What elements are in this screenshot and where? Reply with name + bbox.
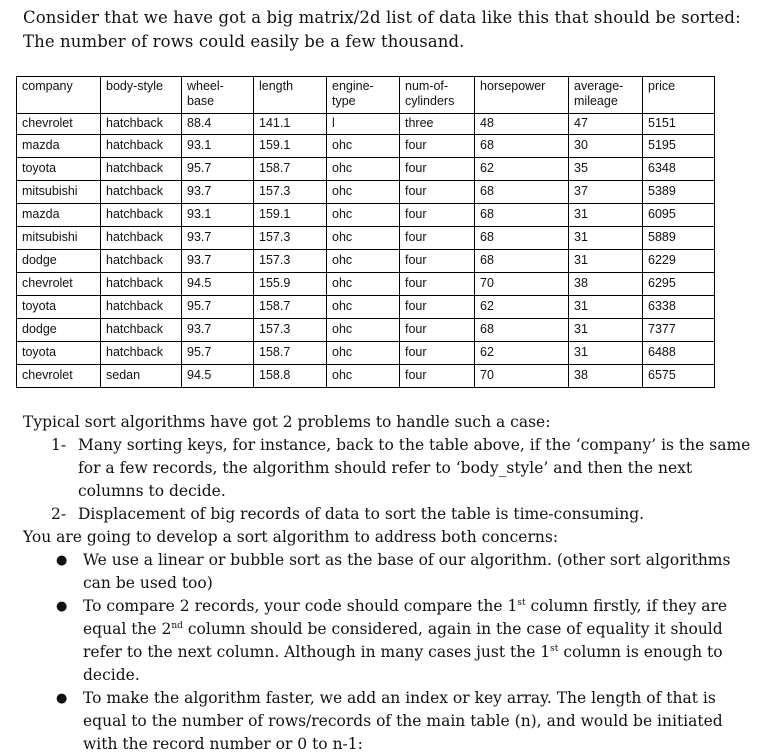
table-cell: 157.3 <box>254 181 327 204</box>
table-cell: 155.9 <box>254 273 327 296</box>
table-row <box>17 181 715 204</box>
table-cell: hatchback <box>101 250 182 273</box>
table-row <box>17 365 715 388</box>
intro-text <box>23 6 753 54</box>
table-cell: 38 <box>569 365 643 388</box>
table-cell: three <box>400 114 475 135</box>
table-cell: hatchback <box>101 227 182 250</box>
table-cell: 6229 <box>643 250 715 273</box>
table-cell: 6295 <box>643 273 715 296</box>
table-cell: ohc <box>327 273 400 296</box>
table-cell: chevrolet <box>17 365 101 388</box>
table-cell: four <box>400 365 475 388</box>
table-cell: hatchback <box>101 158 182 181</box>
bullet-item <box>23 687 753 756</box>
column-header: average-mileage <box>569 77 643 114</box>
table-cell: hatchback <box>101 204 182 227</box>
table-cell: l <box>327 114 400 135</box>
table-row <box>17 114 715 135</box>
table-cell: hatchback <box>101 319 182 342</box>
table-cell: 94.5 <box>182 365 254 388</box>
bullet-item <box>23 595 753 687</box>
table-row <box>17 250 715 273</box>
table-cell: 6488 <box>643 342 715 365</box>
column-header: price <box>643 77 715 114</box>
table-cell: chevrolet <box>17 273 101 296</box>
table-cell: dodge <box>17 319 101 342</box>
table-cell: 37 <box>569 181 643 204</box>
table-cell: toyota <box>17 296 101 319</box>
data-table <box>16 76 715 388</box>
table-cell: 70 <box>475 365 569 388</box>
column-header: horsepower <box>475 77 569 114</box>
table-cell: 159.1 <box>254 135 327 158</box>
table-cell: ohc <box>327 365 400 388</box>
table-cell: 31 <box>569 319 643 342</box>
problem-item <box>23 434 753 503</box>
table-cell: ohc <box>327 181 400 204</box>
table-cell: hatchback <box>101 135 182 158</box>
table-cell: 93.1 <box>182 135 254 158</box>
table-cell: mazda <box>17 135 101 158</box>
table-cell: four <box>400 250 475 273</box>
table-cell: 5151 <box>643 114 715 135</box>
column-header: engine-type <box>327 77 400 114</box>
bullet-item <box>23 549 753 595</box>
table-cell: 68 <box>475 227 569 250</box>
table-cell: ohc <box>327 158 400 181</box>
table-cell: 6348 <box>643 158 715 181</box>
table-cell: 30 <box>569 135 643 158</box>
bullet-text-b: column firstly, if they are equal the 2 <box>83 597 728 638</box>
table-cell: 158.7 <box>254 296 327 319</box>
table-cell: 62 <box>475 342 569 365</box>
table-cell: 5195 <box>643 135 715 158</box>
table-row <box>17 342 715 365</box>
table-cell: mitsubishi <box>17 227 101 250</box>
table-cell: four <box>400 158 475 181</box>
table-cell: 5889 <box>643 227 715 250</box>
table-cell: 47 <box>569 114 643 135</box>
table-cell: 88.4 <box>182 114 254 135</box>
table-cell: 157.3 <box>254 319 327 342</box>
bullet-text: To make the algorithm faster, we add an index or key array. The length of that is equal to the number of rows/records of the main table (n), and would be initiated with the record number or 0 to n-1: <box>83 689 723 753</box>
bullet-dot-icon: ● <box>56 553 68 568</box>
intro-line-1: Consider that we have got a big matrix/2d list of data like this that should be sorted: <box>23 8 741 27</box>
table-cell: 62 <box>475 158 569 181</box>
column-header: wheel-base <box>182 77 254 114</box>
bullet-dot-icon: ● <box>56 691 68 706</box>
table-cell: toyota <box>17 158 101 181</box>
table-row <box>17 135 715 158</box>
table-cell: 94.5 <box>182 273 254 296</box>
table-cell: hatchback <box>101 342 182 365</box>
table-cell: four <box>400 342 475 365</box>
table-cell: hatchback <box>101 296 182 319</box>
column-header: body-style <box>101 77 182 114</box>
table-cell: ohc <box>327 250 400 273</box>
table-cell: four <box>400 135 475 158</box>
table-row <box>17 296 715 319</box>
table-row <box>17 158 715 181</box>
problem-number: 2- <box>51 505 67 523</box>
table-cell: 68 <box>475 181 569 204</box>
table-cell: chevrolet <box>17 114 101 135</box>
table-cell: 31 <box>569 296 643 319</box>
table-cell: 62 <box>475 296 569 319</box>
intro-line-2: The number of rows could easily be a few thousand. <box>23 32 465 51</box>
superscript: st <box>550 643 559 654</box>
superscript: st <box>517 597 526 608</box>
body-text <box>23 411 753 756</box>
table-cell: four <box>400 227 475 250</box>
table-cell: ohc <box>327 319 400 342</box>
problem-text: Many sorting keys, for instance, back to the table above, if the ‘company’ is the same for a few records, the algorithm should refer to ‘body_style’ and then the next columns to decide. <box>78 436 751 500</box>
table-cell: 158.7 <box>254 342 327 365</box>
problem-item <box>23 503 753 526</box>
table-cell: ohc <box>327 296 400 319</box>
column-header: length <box>254 77 327 114</box>
table-cell: 141.1 <box>254 114 327 135</box>
table-cell: 38 <box>569 273 643 296</box>
table-cell: 70 <box>475 273 569 296</box>
table-cell: 5389 <box>643 181 715 204</box>
table-header-row <box>17 77 715 114</box>
table-cell: 158.7 <box>254 158 327 181</box>
superscript: nd <box>171 620 183 631</box>
problems-intro: Typical sort algorithms have got 2 problems to handle such a case: <box>23 413 551 431</box>
task-intro: You are going to develop a sort algorithm to address both concerns: <box>23 528 559 546</box>
table-cell: 158.8 <box>254 365 327 388</box>
table-cell: 95.7 <box>182 296 254 319</box>
column-header: num-of-cylinders <box>400 77 475 114</box>
table-cell: ohc <box>327 227 400 250</box>
table-cell: 6095 <box>643 204 715 227</box>
table-cell: hatchback <box>101 181 182 204</box>
table-cell: 157.3 <box>254 227 327 250</box>
table-cell: 95.7 <box>182 342 254 365</box>
table-row <box>17 227 715 250</box>
table-cell: 159.1 <box>254 204 327 227</box>
table-cell: four <box>400 273 475 296</box>
table-cell: 95.7 <box>182 158 254 181</box>
table-cell: hatchback <box>101 273 182 296</box>
table-cell: 68 <box>475 319 569 342</box>
table-cell: ohc <box>327 342 400 365</box>
table-cell: 31 <box>569 250 643 273</box>
table-cell: 68 <box>475 135 569 158</box>
problem-number: 1- <box>51 436 67 454</box>
table-cell: 31 <box>569 227 643 250</box>
table-cell: sedan <box>101 365 182 388</box>
table-body <box>17 114 715 388</box>
table-cell: 31 <box>569 342 643 365</box>
table-cell: 6338 <box>643 296 715 319</box>
table-cell: 93.1 <box>182 204 254 227</box>
table-cell: 7377 <box>643 319 715 342</box>
table-cell: toyota <box>17 342 101 365</box>
table-cell: mitsubishi <box>17 181 101 204</box>
table-cell: ohc <box>327 204 400 227</box>
table-cell: four <box>400 319 475 342</box>
table-cell: 48 <box>475 114 569 135</box>
table-cell: 68 <box>475 250 569 273</box>
bullet-text-a: To compare 2 records, your code should compare the 1 <box>83 597 518 615</box>
table-cell: four <box>400 296 475 319</box>
table-cell: 93.7 <box>182 319 254 342</box>
bullet-text: We use a linear or bubble sort as the base of our algorithm. (other sort algorithms can be used too) <box>83 551 731 592</box>
table-cell: 93.7 <box>182 227 254 250</box>
table-cell: 31 <box>569 204 643 227</box>
table-cell: 6575 <box>643 365 715 388</box>
table-cell: four <box>400 204 475 227</box>
table-cell: 157.3 <box>254 250 327 273</box>
table-cell: 35 <box>569 158 643 181</box>
table-cell: hatchback <box>101 114 182 135</box>
table-cell: mazda <box>17 204 101 227</box>
table-row <box>17 273 715 296</box>
table-cell: ohc <box>327 135 400 158</box>
table-cell: 93.7 <box>182 250 254 273</box>
table-cell: dodge <box>17 250 101 273</box>
table-row <box>17 204 715 227</box>
table-cell: 68 <box>475 204 569 227</box>
column-header: company <box>17 77 101 114</box>
table-row <box>17 319 715 342</box>
bullet-text-c: column should be considered, again in the case of equality it should refer to the next column. Although in many cases just the 1 <box>83 620 723 661</box>
bullet-text-d: column is enough to decide. <box>83 643 723 684</box>
table-cell: 93.7 <box>182 181 254 204</box>
table-cell: four <box>400 181 475 204</box>
bullet-dot-icon: ● <box>56 599 68 614</box>
problem-text: Displacement of big records of data to sort the table is time-consuming. <box>78 505 645 523</box>
